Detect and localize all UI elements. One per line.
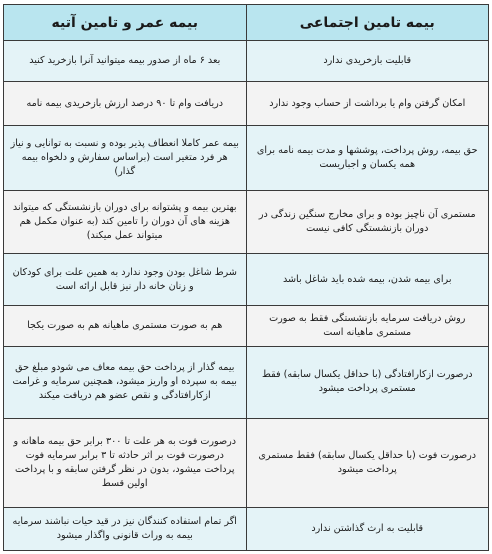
cell-social-security: درصورت فوت (با حداقل یکسال سابقه) فقط مستمری پرداخت میشود <box>246 418 489 507</box>
cell-social-security: درصورت ازکارافتادگی (با حداقل یکسال سابقه) فقط مستمری پرداخت میشود <box>246 346 489 418</box>
header-row <box>4 5 489 41</box>
cell-life-insurance: بیمه گذار از پرداخت حق بیمه معاف می شودو مبلغ حق بیمه به سپرده او واریز میشود، همچنین سرمایه و غرامت ازکارافتادگی و نقص عضو هم دریافت میکند <box>4 346 247 418</box>
cell-social-security: مستمری آن ناچیز بوده و برای مخارج سنگین زندگی در دوران بازنشستگی کافی نیست <box>246 190 489 254</box>
table-row <box>4 126 489 191</box>
table-row <box>4 346 489 418</box>
cell-life-insurance: درصورت فوت به هر علت تا ۳۰۰ برابر حق بیمه ماهانه و درصورت فوت بر اثر حادثه تا ۳ برابر سرمایه فوت پرداخت میشود، بدون در نظر گرفتن سابقه و با پرداخت اولین قسط <box>4 418 247 507</box>
cell-social-security: قابلیت به ارث گذاشتن ندارد <box>246 507 489 550</box>
cell-social-security: امکان گرفتن وام یا برداشت از حساب وجود ندارد <box>246 82 489 126</box>
table-row <box>4 507 489 550</box>
cell-social-security: روش دریافت سرمایه بازنشستگی فقط به صورت مستمری ماهیانه است <box>246 305 489 346</box>
table-row <box>4 305 489 346</box>
table-row <box>4 190 489 254</box>
header-social-security: بیمه تامین اجتماعی <box>246 5 489 41</box>
cell-life-insurance: دریافت وام تا ۹۰ درصد ارزش بازخریدی بیمه نامه <box>4 82 247 126</box>
header-life-insurance: بیمه عمر و تامین آتیه <box>4 5 247 41</box>
cell-life-insurance: بعد ۶ ماه از صدور بیمه میتوانید آنرا بازخرید کنید <box>4 41 247 82</box>
cell-life-insurance: بیمه عمر کاملا انعطاف پذیر بوده و نسبت به توانایی و نیاز هر فرد متغیر است (براساس سفارش و دلخواه بیمه گذار) <box>4 126 247 191</box>
cell-social-security: حق بیمه، روش پرداخت، پوششها و مدت بیمه نامه برای همه یکسان و اجباریست <box>246 126 489 191</box>
cell-life-insurance: هم به صورت مستمری ماهیانه هم به صورت یکجا <box>4 305 247 346</box>
cell-social-security: برای بیمه شدن، بیمه شده باید شاغل باشد <box>246 254 489 305</box>
comparison-table <box>3 4 489 551</box>
cell-life-insurance: اگر تمام استفاده کنندگان نیز در قید حیات نباشند سرمایه بیمه به وراث قانونی واگذار میشود <box>4 507 247 550</box>
table-row <box>4 254 489 305</box>
cell-social-security: قابلیت بازخریدی ندارد <box>246 41 489 82</box>
cell-life-insurance: بهترین بیمه و پشتوانه برای دوران بازنشستگی که میتواند هزینه های آن دوران را تامین کند (به عنوان مکمل هم میتواند عمل میکند) <box>4 190 247 254</box>
table-row <box>4 41 489 82</box>
table-row <box>4 418 489 507</box>
table-row <box>4 82 489 126</box>
cell-life-insurance: شرط شاغل بودن وجود ندارد به همین علت برای کودکان و زنان خانه دار نیز قابل ارائه است <box>4 254 247 305</box>
